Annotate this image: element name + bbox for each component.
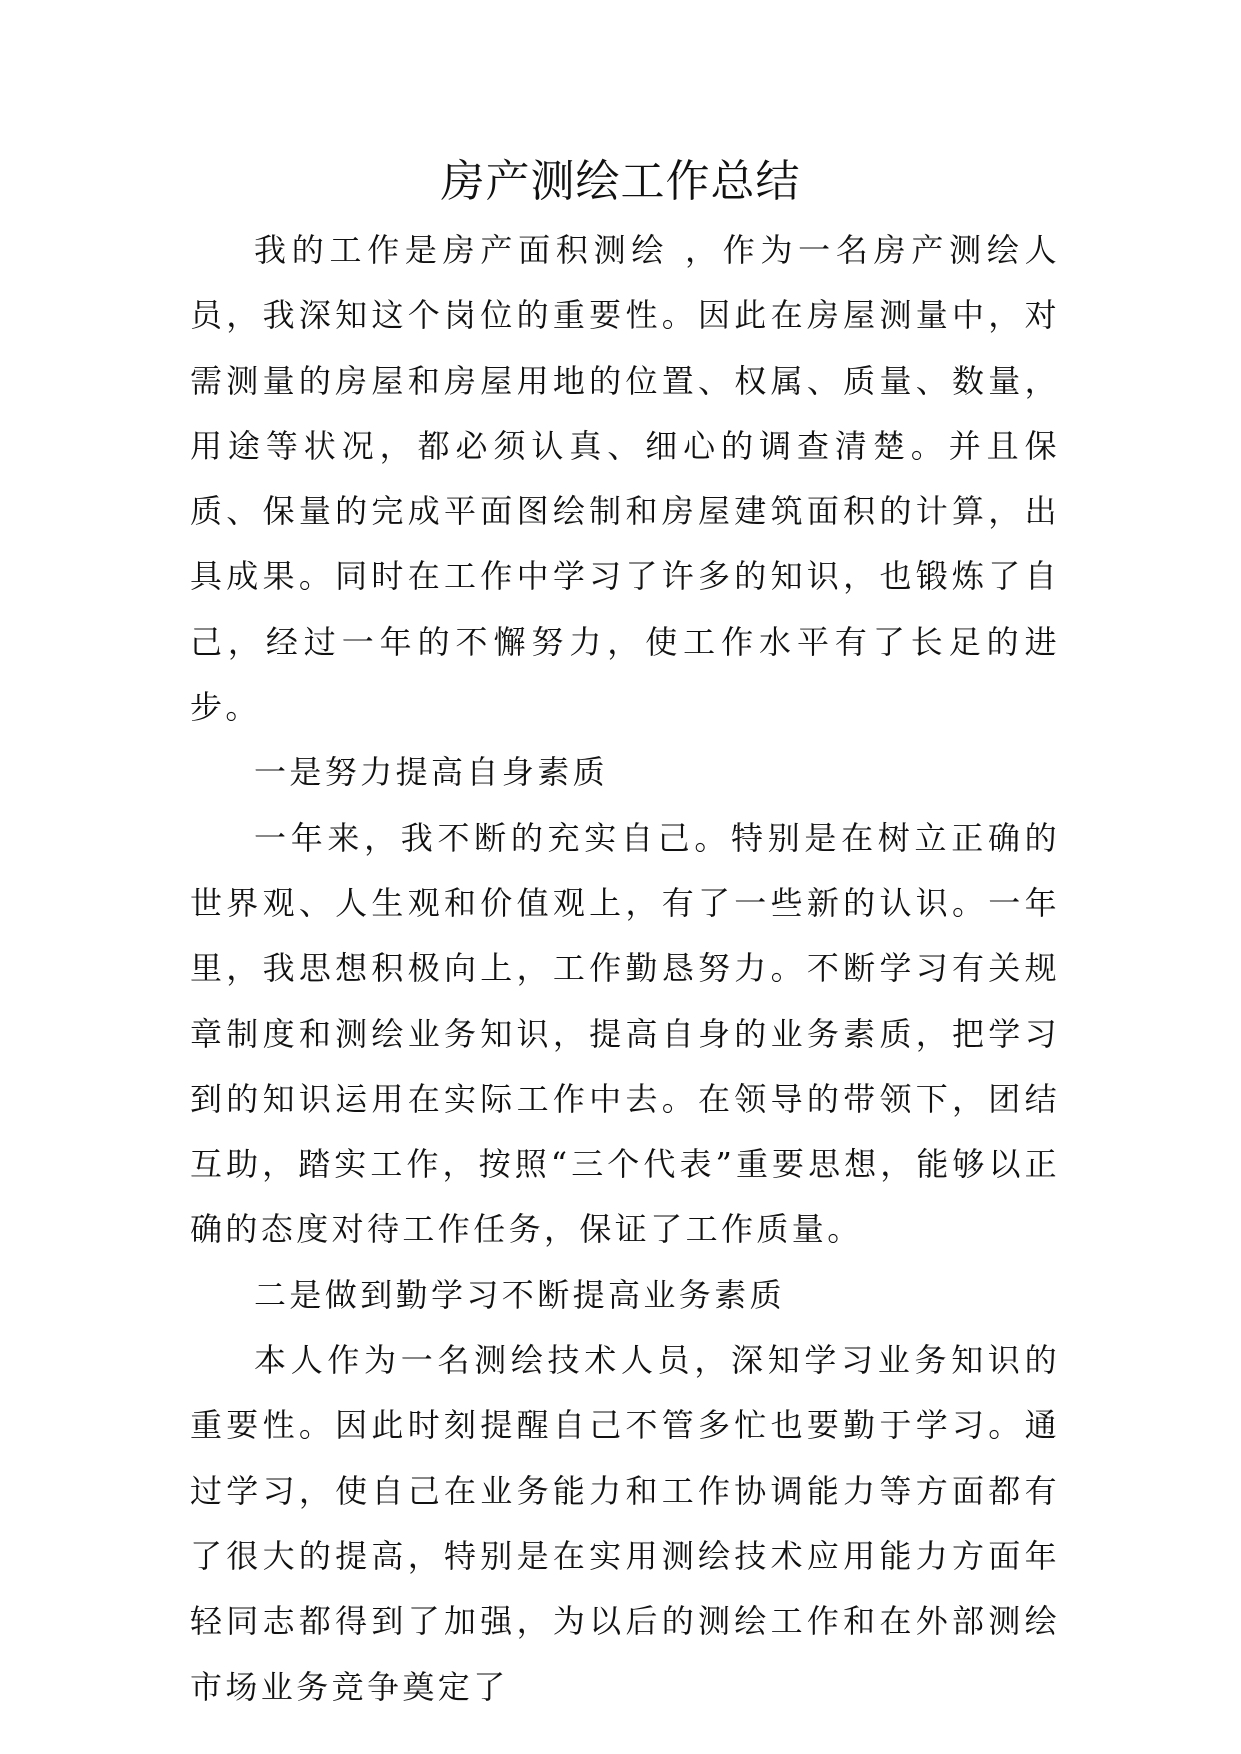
paragraph-intro: 我的工作是房产面积测绘 ，作为一名房产测绘人员，我深知这个岗位的重要性。因此在房屋测量中，对需测量的房屋和房屋用地的位置、权属、质量、数量，用途等状况，都必须认真、细心的调查清楚。并且保质、保量的完成平面图绘制和房屋建筑面积的计算，出具成果。同时在工作中学习了许多的知识，也锻炼了自己，经过一年的不懈努力，使工作水平有了长足的进步。 — [190, 231, 1060, 727]
paragraph-section-1: 一年来，我不断的充实自己。特别是在树立正确的世界观、人生观和价值观上，有了一些新的认识。一年里，我思想积极向上，工作勤恳努力。不断学习有关规章制度和测绘业务知识，提高自身的业务素质，把学习到的知识运用在实际工作中去。在领导的带领下，团结互助，踏实工作，按照“三个代表”重要思想，能够以正确的态度对待工作任务，保证了工作质量。 — [190, 818, 1060, 1249]
section-heading-2: 二是做到勤学习不断提高业务素质 — [254, 1275, 786, 1314]
document-body — [190, 218, 1060, 1720]
section-heading-1: 一是努力提高自身素质 — [254, 753, 609, 792]
document-title: 房产测绘工作总结 — [440, 156, 801, 207]
paragraph-section-2: 本人作为一名测绘技术人员，深知学习业务知识的重要性。因此时刻提醒自己不管多忙也要勤于学习。通过学习，使自己在业务能力和工作协调能力等方面都有了很大的提高，特别是在实用测绘技术应用能力方面年轻同志都得到了加强，为以后的测绘工作和在外部测绘市场业务竞争奠定了 — [190, 1341, 1060, 1706]
